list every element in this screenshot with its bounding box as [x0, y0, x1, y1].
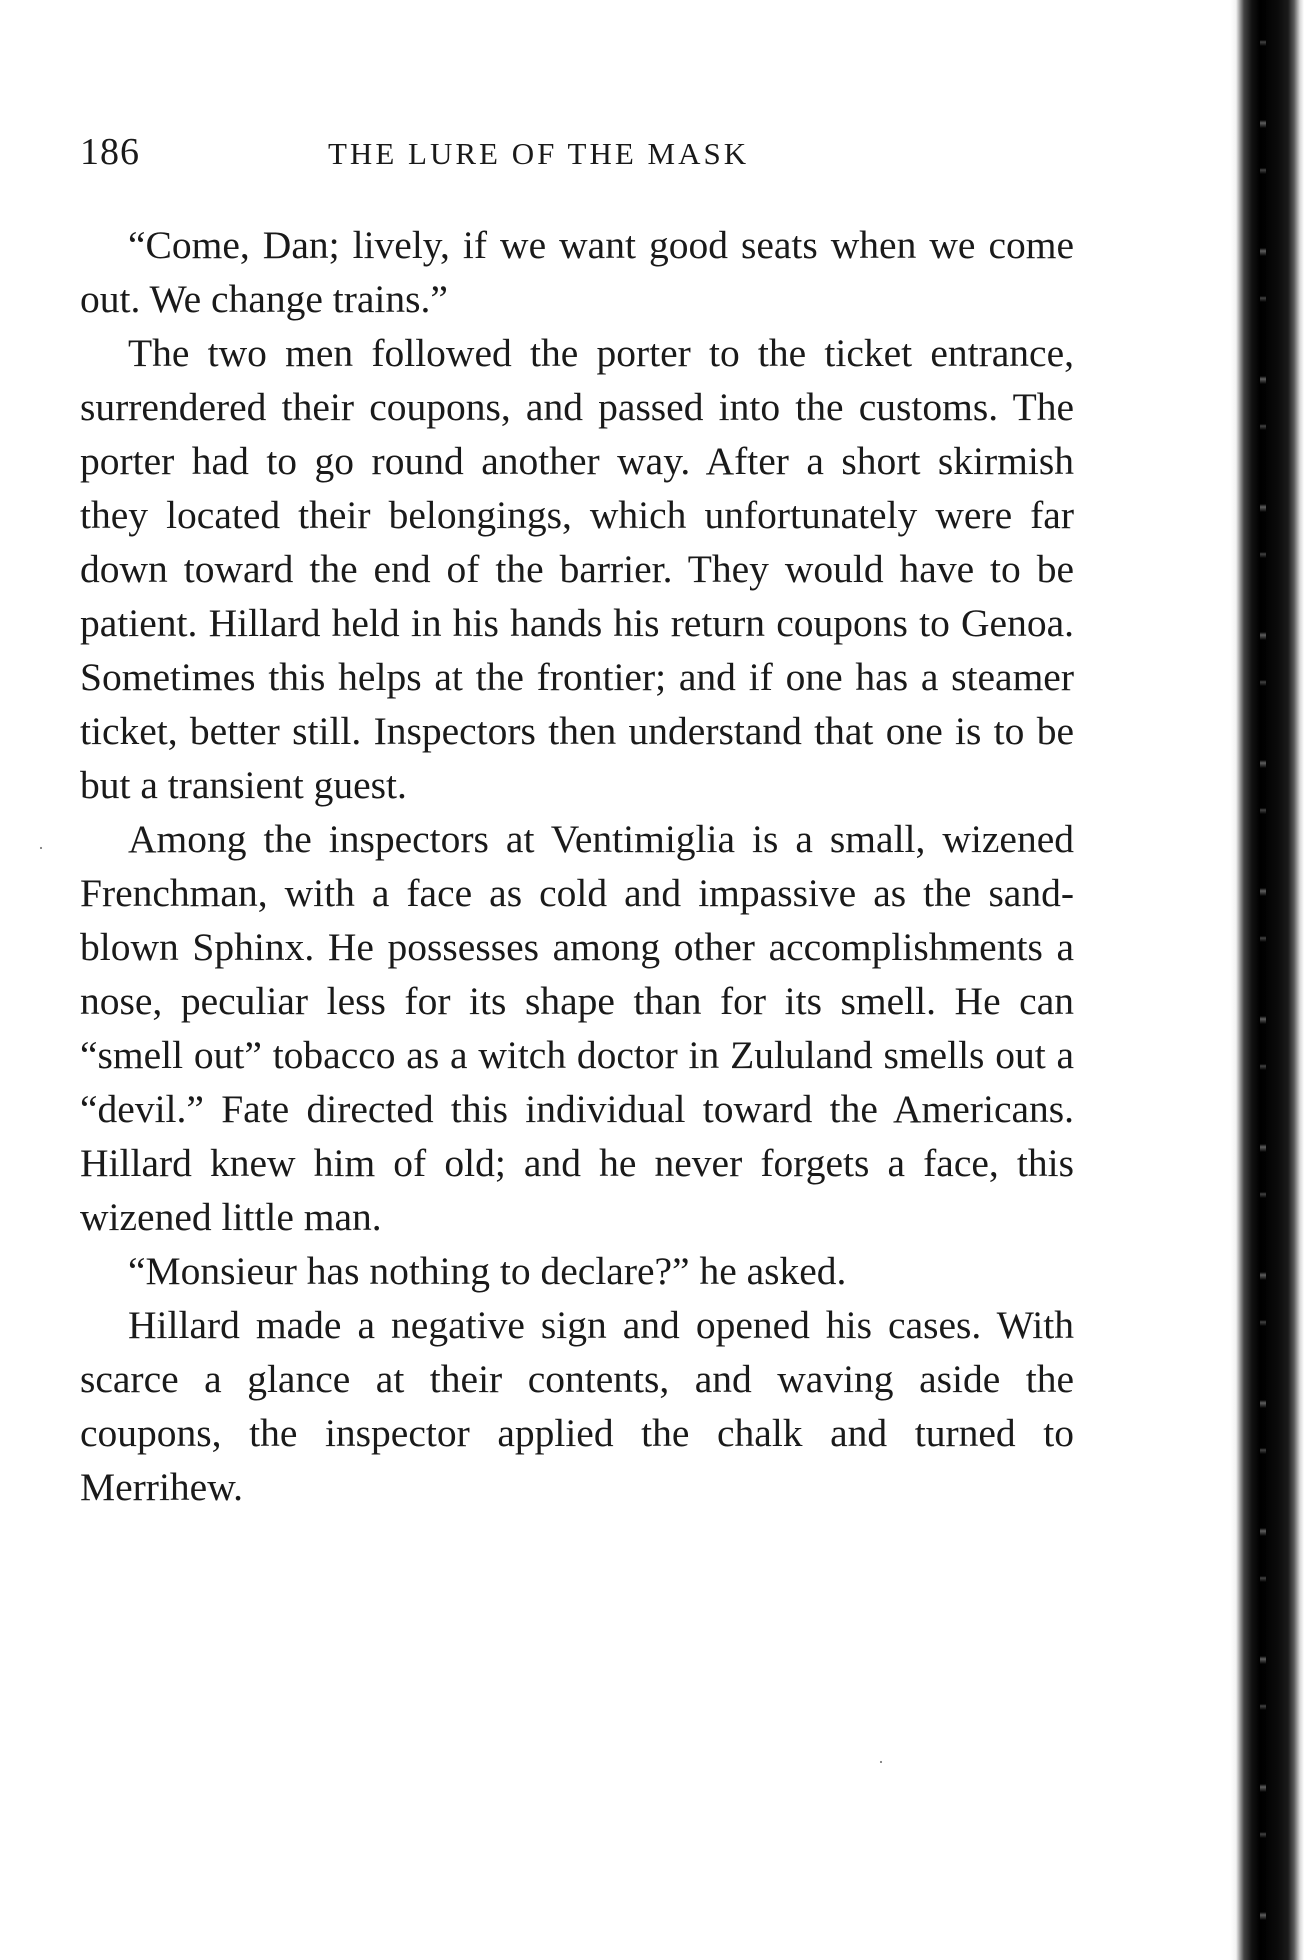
- paragraph-3: Among the inspectors at Ventimiglia is a small, wizened Frenchman, with a face as cold and impassive as the sand-blown Sphinx. He possesses among other accomplishments a nose, peculiar less for its shape than for its smell. He can “smell out” tobacco as a witch doctor in Zululand smells out a “devil.” Fate directed this individual toward the Americans. Hillard knew him of old; and he never forgets a face, this wizened little man.: [80, 817, 1074, 1239]
- running-head: THE LURE OF THE MASK: [328, 136, 750, 171]
- book-binding-edge: [1230, 0, 1304, 1960]
- binding-texture: [1260, 0, 1266, 1960]
- paragraph-1: “Come, Dan; lively, if we want good seats when we come out. We change trains.”: [80, 223, 1074, 321]
- paragraph-4: “Monsieur has nothing to declare?” he asked.: [128, 1249, 847, 1293]
- scan-speck: ·: [38, 838, 44, 858]
- paragraph-2: The two men followed the porter to the ticket entrance, surrendered their coupons, and passed into the customs. The porter had to go round another way. After a short skirmish they located their belongings, which unfortunately were far down toward the end of the barrier. They would have to be patient. Hillard held in his hands his return coupons to Genoa. Sometimes this helps at the frontier; and if one has a steamer ticket, better still. Inspectors then understand that one is to be but a transient guest.: [80, 331, 1074, 807]
- scan-speck: ·: [878, 1752, 884, 1772]
- page-number: 186: [80, 131, 140, 173]
- body-text: [80, 218, 1074, 1514]
- paragraph-5: Hillard made a negative sign and opened his cases. With scarce a glance at their contents, and waving aside the coupons, the inspector applied the chalk and turned to Merrihew.: [80, 1303, 1074, 1509]
- page-header: [80, 130, 1074, 180]
